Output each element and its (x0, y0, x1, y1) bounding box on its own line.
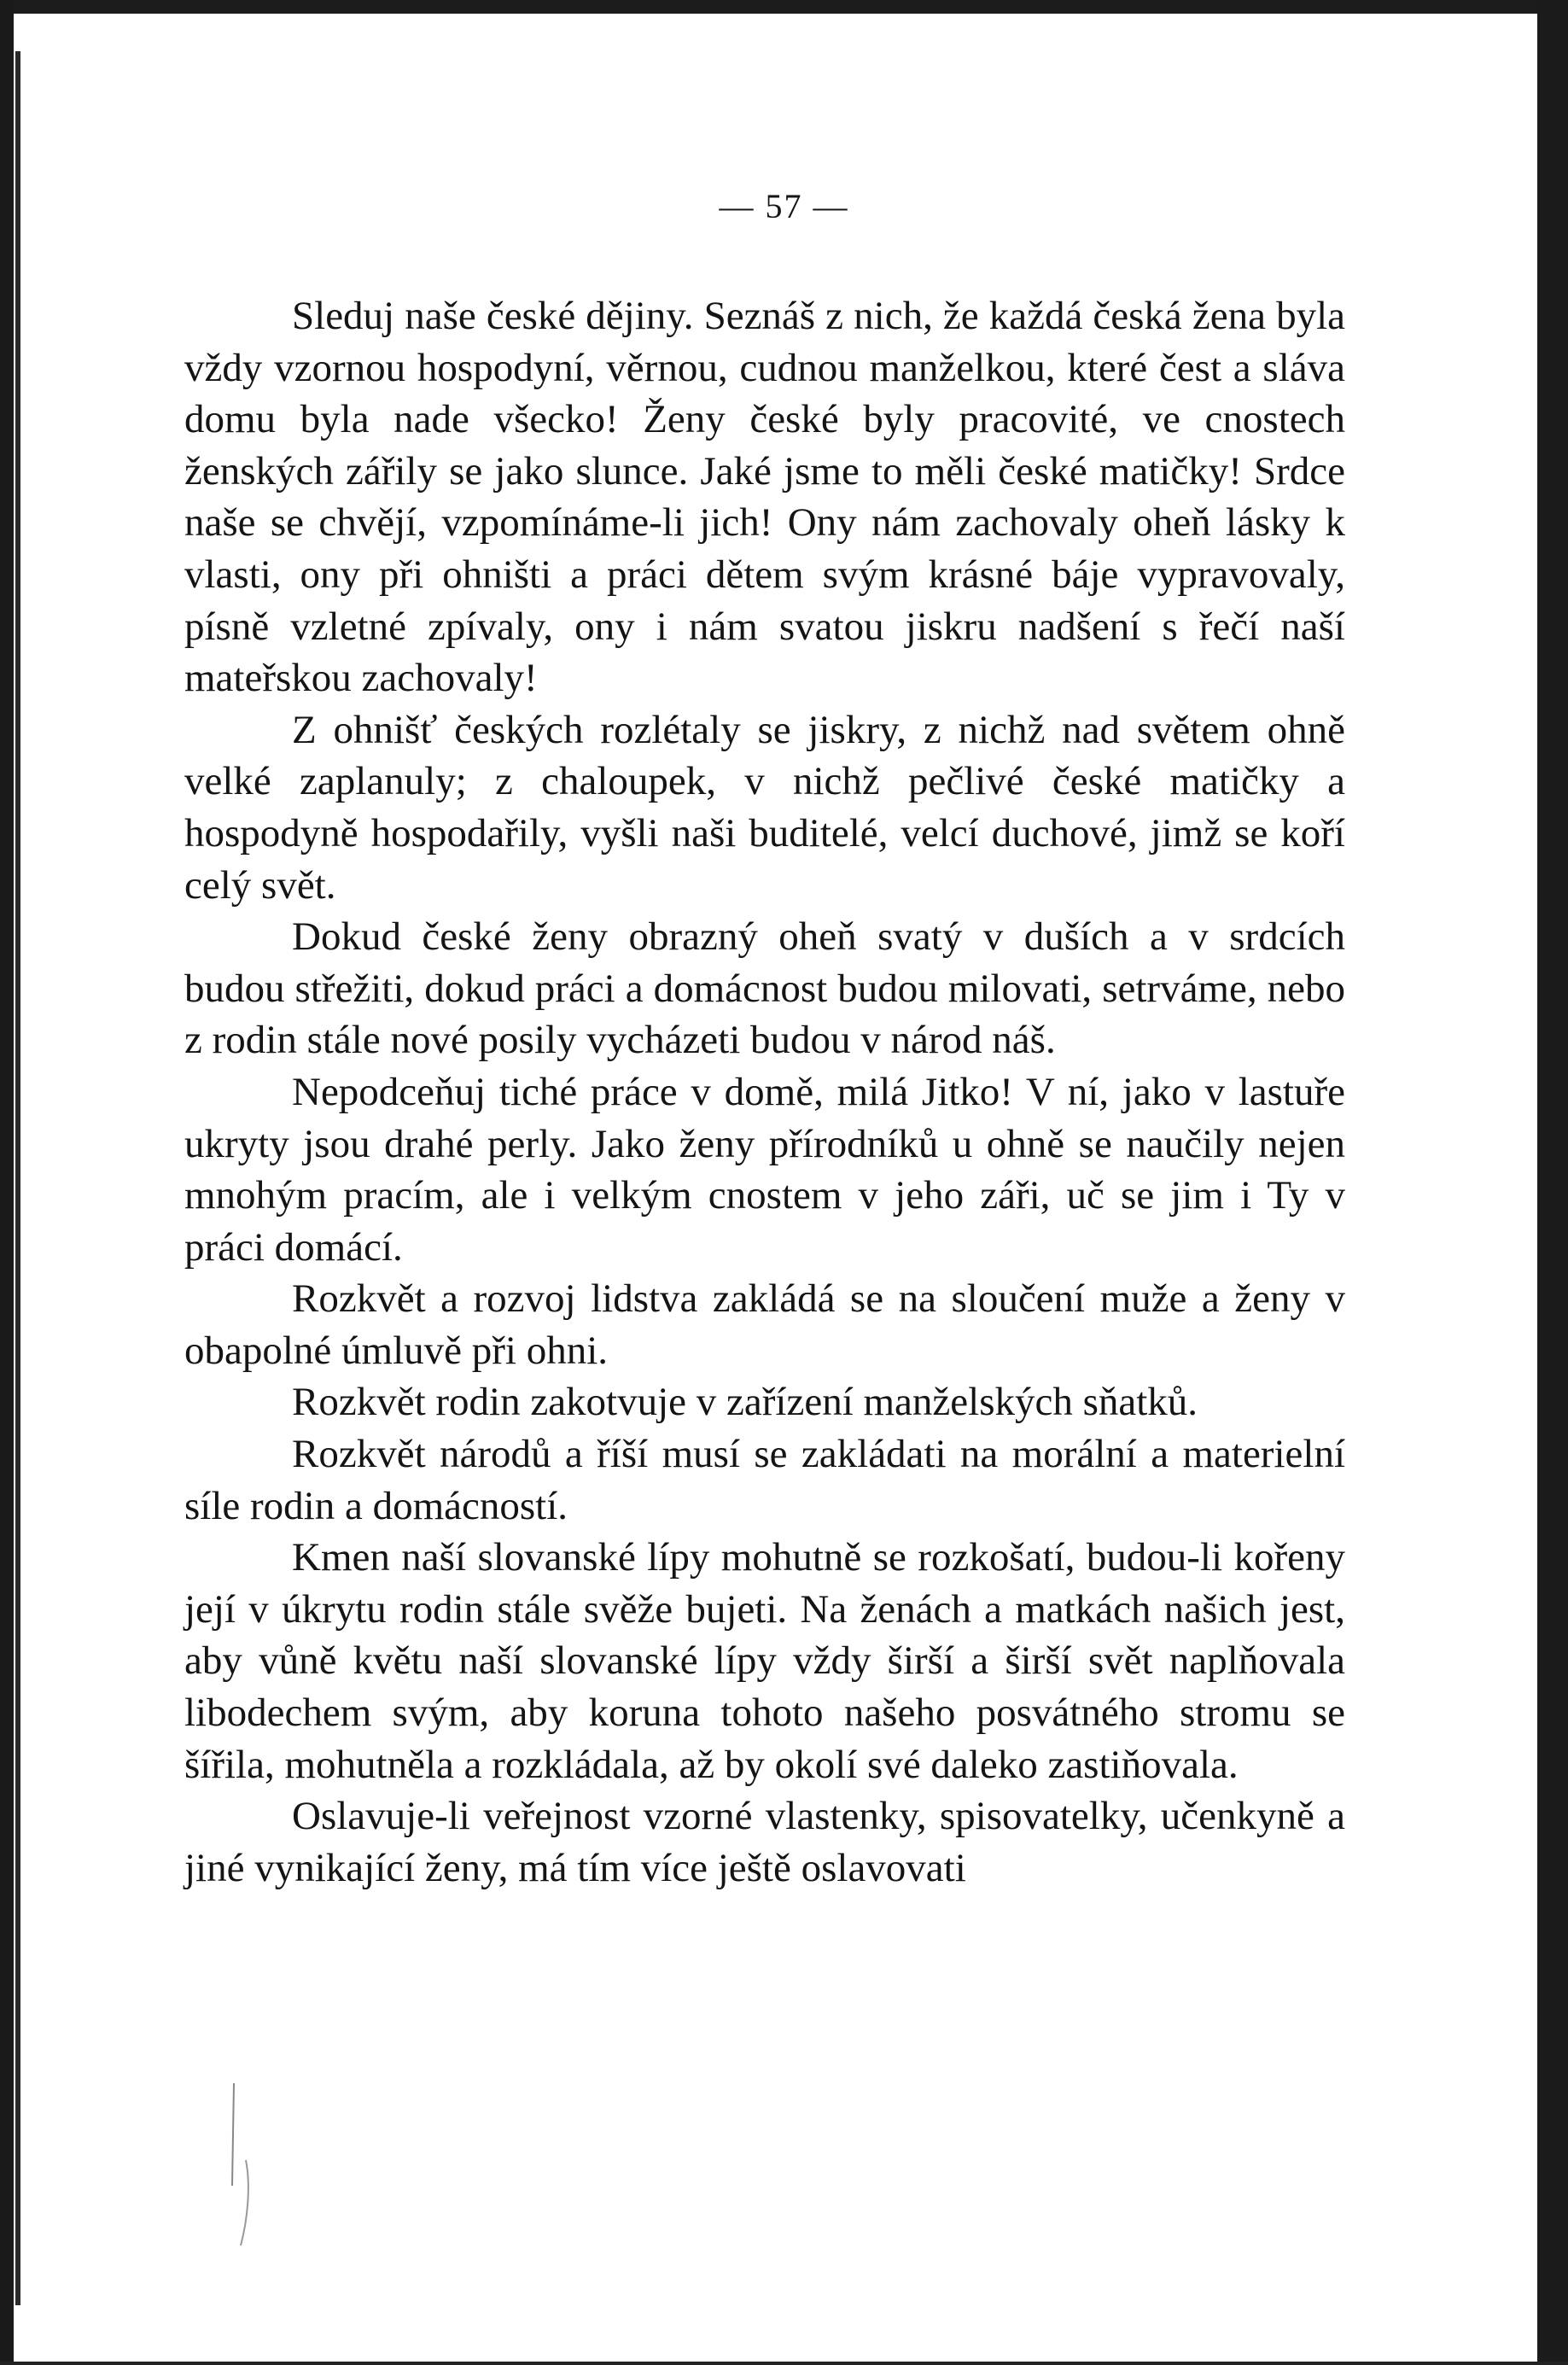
scan-border-top (0, 0, 1568, 14)
scan-artifact-marks (222, 2083, 256, 2254)
scan-border-binding (15, 51, 20, 2305)
paragraph-4: Nepodceňuj tiché práce v domě, milá Jitko! V ní, jako v lastuře ukryty jsou drahé perly. Jako ženy přírodníků u ohně se naučily nejen mnohým pracím, ale i velkým cnostem v jeho záři, uč se jim i Ty v práci domácí. (184, 1069, 1345, 1270)
paragraph-2: Z ohnišť českých rozlétaly se jiskry, z nichž nad světem ohně velké zaplanuly; z chaloupek, v nichž pečlivé české matičky a hospodyně hospodařily, vyšli naši buditelé, velcí duchové, jimž se koří celý svět. (184, 707, 1345, 908)
page-number: — 57 — (719, 187, 849, 225)
scan-border-left (0, 0, 14, 2365)
paragraph-9: Oslavuje-li veřejnost vzorné vlastenky, spisovatelky, učenkyně a jiné vynikající ženy, má tím více ještě oslavovati (184, 1794, 1345, 1890)
scan-border-bottom (0, 2362, 1568, 2365)
paragraph-1: Sleduj naše české dějiny. Seznáš z nich, že každá česká žena byla vždy vzornou hospodyní, věrnou, cudnou manželkou, které čest a sláva domu byla nade všecko! Ženy české byly pracovité, ve cnostech ženských zářily se jako slunce. Jaké jsme to měli české matičky! Srdce naše se chvějí, vzpomínáme-li jich! Ony nám zachovaly oheň lásky k vlasti, ony při ohništi a práci dětem svým krásné báje vypravovaly, písně vzletné zpívaly, ony i nám svatou jiskru nadšení s řečí naší mateřskou zachovaly! (184, 294, 1345, 701)
paragraph-8: Kmen naší slovanské lípy mohutně se rozkošatí, budou-li kořeny její v úkrytu rodin stále svěže bujeti. Na ženách a matkách našich jest, aby vůně květu naší slovanské lípy vždy širší a širší svět naplňovala libodechem svým, aby koruna tohoto našeho posvátného stromu se šířila, mohutněla a rozkládala, až by okolí své daleko zastiňovala. (184, 1535, 1345, 1787)
scan-border-right (1537, 0, 1568, 2365)
paragraph-3: Dokud české ženy obrazný oheň svatý v duších a v srdcích budou střežiti, dokud práci a domácnost budou milovati, setrváme, nebo z rodin stále nové posily vycházeti budou v národ náš. (184, 914, 1345, 1063)
paragraph-5: Rozkvět a rozvoj lidstva zakládá se na sloučení muže a ženy v obapolné úmluvě při ohni. (184, 1276, 1345, 1373)
page-body (184, 290, 1345, 1894)
paragraph-7: Rozkvět národů a říší musí se zakládati na morální a materielní síle rodin a domácností. (184, 1432, 1345, 1528)
paragraph-6: Rozkvět rodin zakotvuje v zařízení manželských sňatků. (292, 1380, 1198, 1425)
